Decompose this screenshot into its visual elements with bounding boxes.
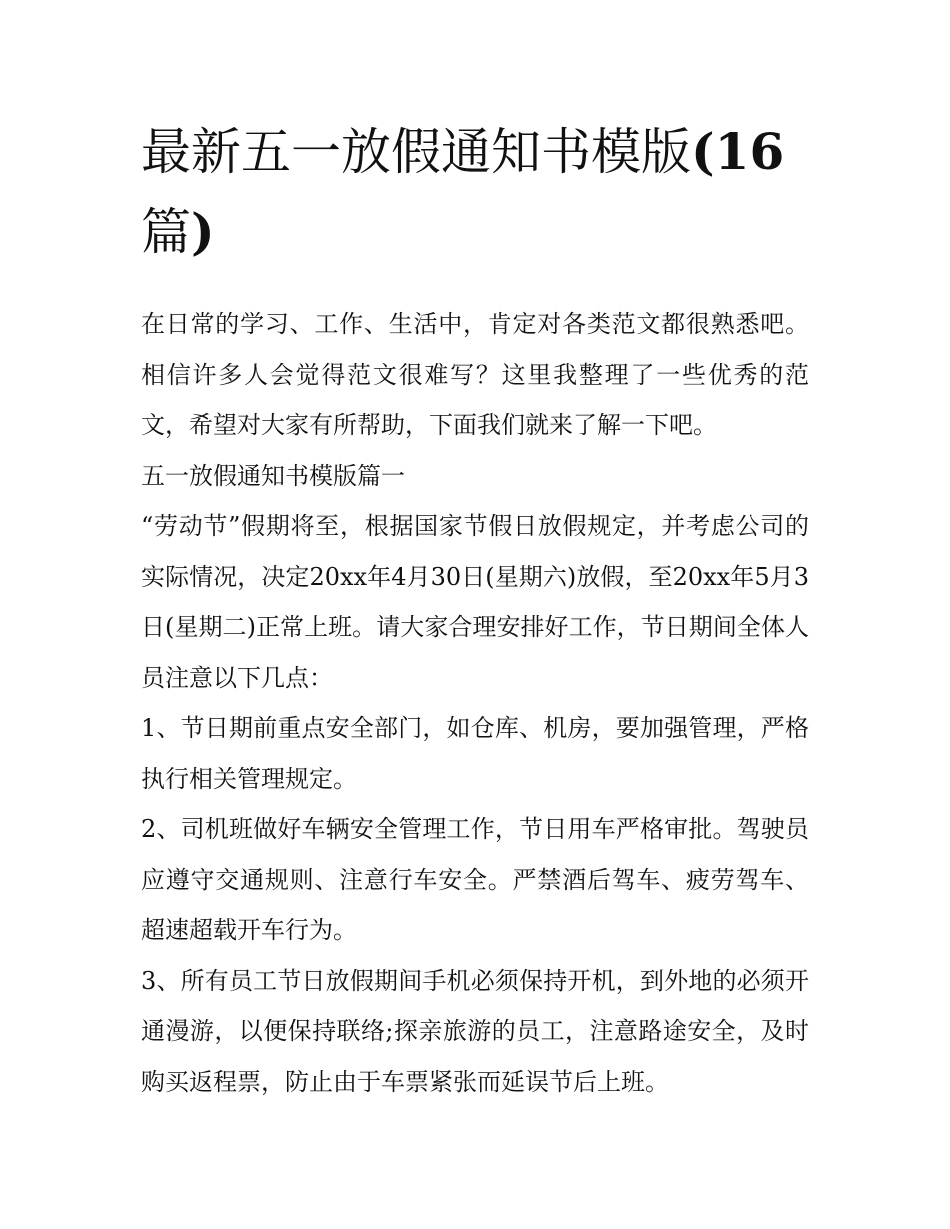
title-text-close: )	[191, 202, 215, 261]
list-item-2: 2、司机班做好车辆安全管理工作，节日用车严格审批。驾驶员应遵守交通规则、注意行车安全。严禁酒后驾车、疲劳驾车、超速超载开车行为。	[141, 815, 809, 944]
document-title	[141, 112, 809, 272]
document-body	[141, 299, 809, 1107]
list-item-3: 3、所有员工节日放假期间手机必须保持开机，到外地的必须开通漫游，以便保持联络;探亲旅游的员工，注意路途安全，及时购买返程票，防止由于车票紧张而延误节后上班。	[141, 966, 809, 1096]
paragraph-intro: 在日常的学习、工作、生活中，肯定对各类范文都很熟悉吧。相信许多人会觉得范文很难写？这里我整理了一些优秀的范文，希望对大家有所帮助，下面我们就来了解一下吧。	[141, 310, 809, 439]
title-text-count: (16	[691, 122, 785, 181]
title-text-main: 最新五一放假通知书模版	[141, 123, 691, 181]
list-item-1: 1、节日期前重点安全部门，如仓库、机房，要加强管理，严格执行相关管理规定。	[141, 714, 809, 793]
section-heading: 五一放假通知书模版篇一	[141, 461, 405, 490]
document-content	[141, 112, 809, 1107]
title-text-unit: 篇	[141, 203, 191, 261]
paragraph-notice: “劳动节”假期将至，根据国家节假日放假规定，并考虑公司的实际情况，决定20xx年4月30日(星期六)放假，至20xx年5月3日(星期二)正常上班。请大家合理安排好工作，节日期间全体人员注意以下几点：	[141, 512, 809, 692]
